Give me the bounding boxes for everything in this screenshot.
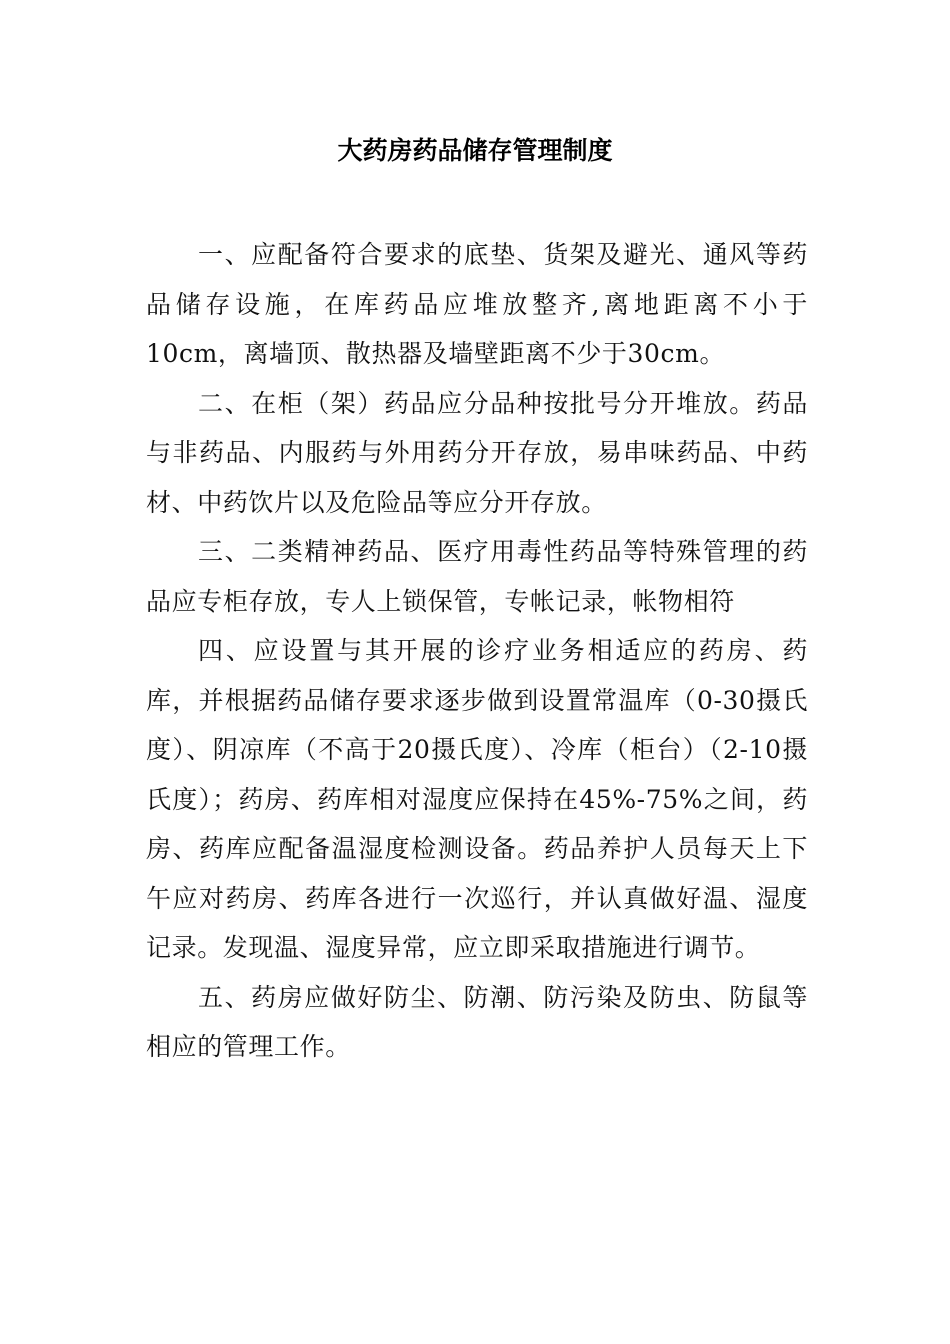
document-title: 大药房药品储存管理制度 bbox=[337, 136, 613, 165]
paragraph-2: 二、在柜（架）药品应分品种按批号分开堆放。药品与非药品、内服药与外用药分开存放，易串味药品、中药材、中药饮片以及危险品等应分开存放。 bbox=[146, 388, 808, 517]
paragraph-5: 五、药房应做好防尘、防潮、防污染及防虫、防鼠等相应的管理工作。 bbox=[146, 982, 808, 1061]
document-body bbox=[146, 230, 808, 1072]
paragraph-3: 三、二类精神药品、医疗用毒性药品等特殊管理的药品应专柜存放，专人上锁保管，专帐记录，帐物相符 bbox=[146, 537, 808, 616]
paragraph-4: 四、应设置与其开展的诊疗业务相适应的药房、药库，并根据药品储存要求逐步做到设置常温库（0-30摄氏度）、阴凉库（不高于20摄氏度）、冷库（柜台）（2-10摄氏度）；药房、药库相对湿度应保持在45%-75%之间，药房、药库应配备温湿度检测设备。药品养护人员每天上下午应对药房、药库各进行一次巡行，并认真做好温、湿度记录。发现温、湿度异常，应立即采取措施进行调节。 bbox=[146, 636, 808, 962]
paragraph-1: 一、应配备符合要求的底垫、货架及避光、通风等药品储存设施，在库药品应堆放整齐,离地距离不小于10cm，离墙顶、散热器及墙壁距离不少于30cm。 bbox=[146, 240, 808, 368]
